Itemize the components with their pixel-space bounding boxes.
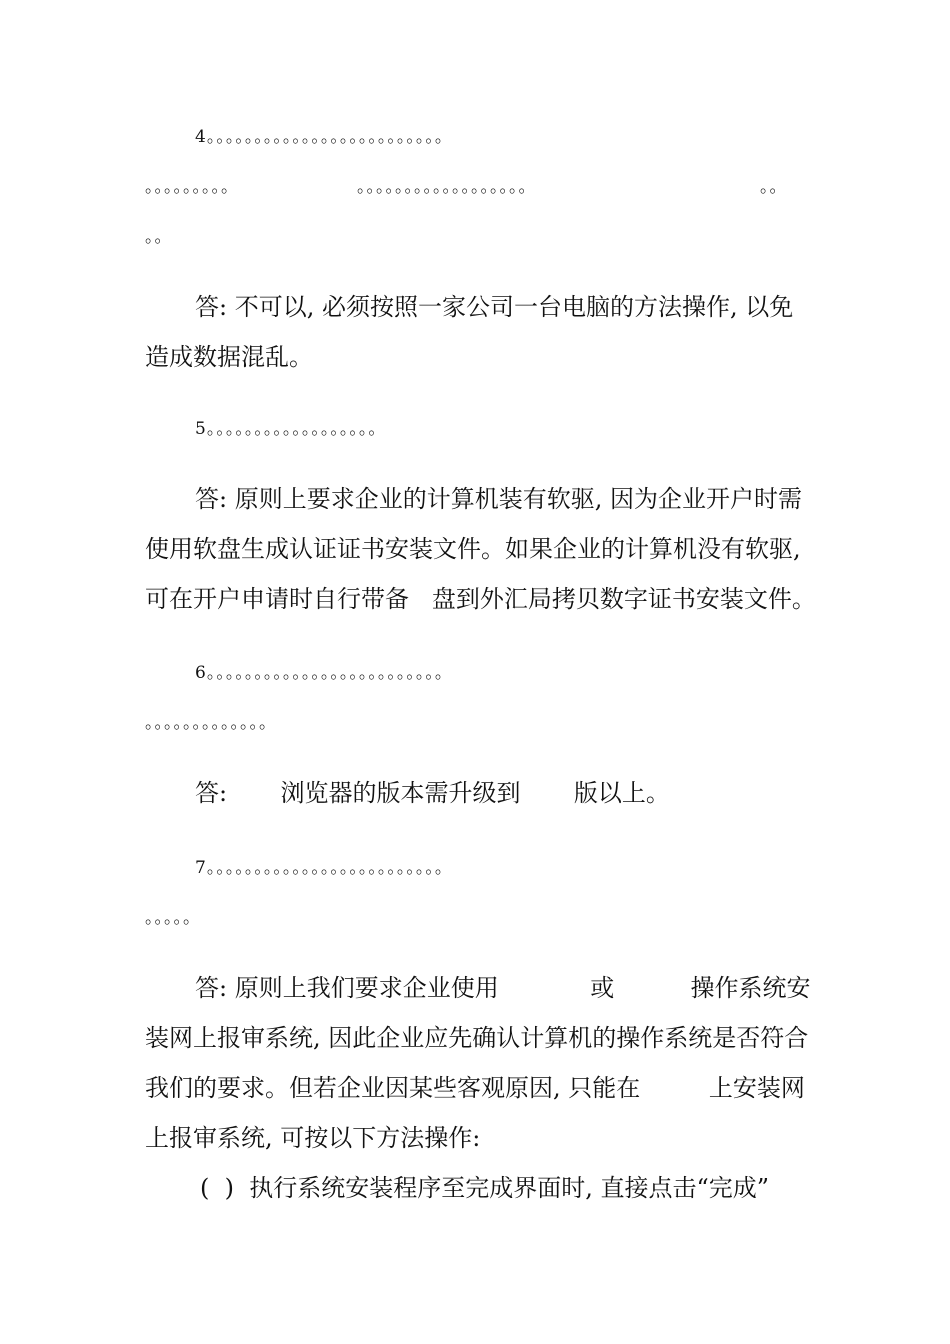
a4-line-1: 答: 不可以, 必须按照一家公司一台电脑的方法操作, 以免	[195, 293, 794, 321]
a5-line-3: 可在开户申请时自行带备 盘到外汇局拷贝数字证书安装文件。	[145, 585, 816, 613]
q4-line-2b: 。。。。。。。。。。。。。。。。。。	[357, 177, 537, 197]
q5-line-1: 5。。。。。。。。。。。。。。。。。。	[195, 419, 387, 439]
a7-line-1: 答: 原则上我们要求企业使用 或 操作系统安	[195, 974, 811, 1002]
a7-line-2: 装网上报审系统, 因此企业应先确认计算机的操作系统是否符合	[145, 1024, 809, 1052]
q6-line-1: 6。。。。。。。。。。。。。。。。。。。。。。。。。	[195, 663, 453, 683]
a7-line-4: 上报审系统, 可按以下方法操作:	[145, 1124, 481, 1152]
q4-line-3: 。。	[145, 227, 173, 247]
q4-line-2c: 。。	[760, 177, 788, 197]
a4-line-2: 造成数据混乱。	[145, 343, 313, 371]
q7-line-1: 7。。。。。。。。。。。。。。。。。。。。。。。。。	[195, 858, 453, 878]
a7-line-5: ( ) 执行系统安装程序至完成界面时, 直接点击“完成”	[200, 1174, 770, 1202]
q4-line-1: 4。。。。。。。。。。。。。。。。。。。。。。。。。	[195, 127, 453, 147]
a5-line-2: 使用软盘生成认证证书安装文件。如果企业的计算机没有软驱,	[145, 535, 801, 563]
a5-line-1: 答: 原则上要求企业的计算机装有软驱, 因为企业开户时需	[195, 485, 802, 513]
q4-line-2a: 。。。。。。。。。	[145, 177, 239, 197]
a6-line-1: 答: 浏览器的版本需升级到 版以上。	[195, 779, 670, 807]
q7-line-2: 。。。。。	[145, 908, 201, 928]
q6-line-2: 。。。。。。。。。。。。。	[145, 713, 277, 733]
a7-line-3: 我们的要求。但若企业因某些客观原因, 只能在 上安装网	[145, 1074, 805, 1102]
